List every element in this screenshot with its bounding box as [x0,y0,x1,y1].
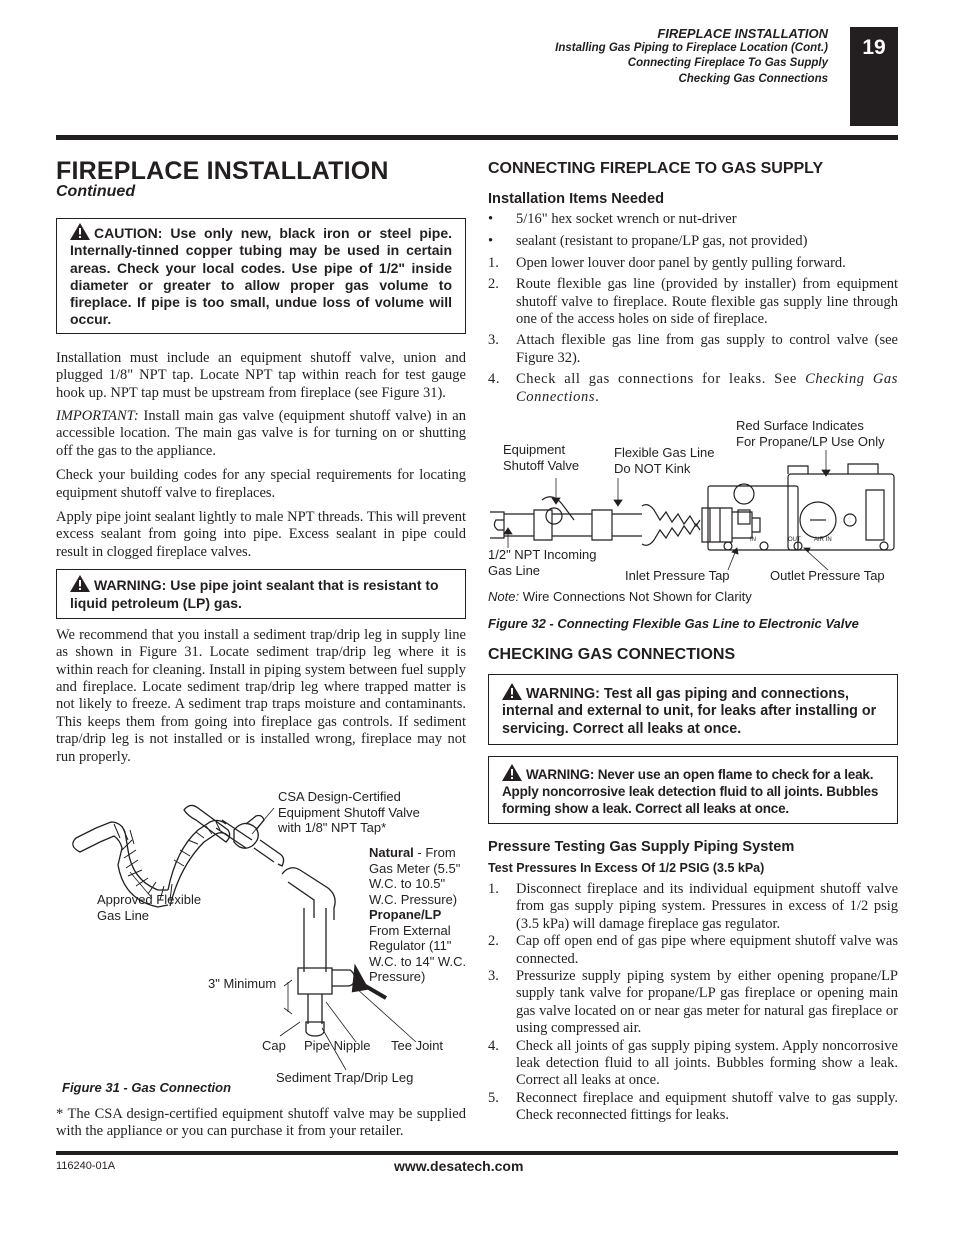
step-number: 3. [488,967,499,984]
step-number: 4. [488,371,501,388]
label-equipment-valve [503,442,579,473]
note-text: Wire Connections Not Shown for Clarity [519,589,752,604]
list-item [488,881,898,933]
label-propane: Propane/LP [369,907,442,922]
step-text: Reconnect fireplace and equipment shutoff valve to gas supply. Check reconnected fittings for leaks. [516,1089,898,1124]
label-nat-1: - From [413,845,456,860]
label-fl-2: Do NOT Kink [614,460,691,476]
label-red-2: For Propane/LP Use Only [736,433,885,449]
header-title: FIREPLACE INSTALLATION [657,26,828,41]
step-text: Check all joints of gas supply piping system. Apply noncorrosive leak detection fluid to all joints. Bubbles forming show a leak. Correct all leaks at once. [516,1037,898,1089]
paragraph-sediment-trap: We recommend that you install a sediment trap/drip leg in supply line as shown in Figure 31. Locate sediment trap/drip leg where it is within reach for cleaning. Install in piping system between fuel supply and fireplace. Locate sediment trap/drip leg where trapped matter is not likely to freeze. A sediment trap traps moisture and contaminants. This keeps them from going into fireplace gas controls. If sediment trap/drip leg is not installed or is installed wrong, fireplace may not run properly. [56,626,466,765]
label-gas-source [369,845,466,985]
label-pro-2: Regulator (11" [369,938,452,953]
label-red-surface [736,418,885,449]
warning-triangle-icon [70,223,90,240]
label-flex-1: Approved Flexible [97,892,202,907]
running-header [555,26,828,87]
step-number: 5. [488,1089,499,1106]
label-npt-1: 1/2" NPT Incoming [488,547,597,562]
step-number: 2. [488,933,499,950]
note-lead: Note: [488,589,520,604]
warning-test-box [488,674,898,745]
list-item: 4. Check all gas connections for leaks. See Checking Gas Connections. [488,371,899,405]
step-number: 2. [488,276,499,293]
paragraph-important [56,408,466,460]
label-3in-minimum: 3" Minimum [208,976,277,991]
list-item: • sealant (resistant to propane/LP gas, not provided) [488,233,808,250]
step-number: 3. [488,332,499,349]
header-line-2: Connecting Fireplace To Gas Supply [627,57,828,70]
footer-url[interactable]: www.desatech.com [394,1158,524,1174]
label-outlet-tap: Outlet Pressure Tap [770,568,885,583]
list-item [488,1038,898,1090]
label-nat-3: W.C. to 10.5" [369,876,446,891]
label-fl-1: Flexible Gas Line [614,445,715,460]
figure-32-caption: Figure 32 - Connecting Flexible Gas Line to Electronic Valve [488,616,859,631]
label-cap: Cap [262,1038,286,1053]
label-eq-2: Shutoff Valve [503,457,580,473]
label-flexible-gas-line [614,445,714,476]
left-column [56,157,466,766]
step-text: Open lower louver door panel by gently pulling forward. [516,254,846,271]
footer-rule [56,1151,898,1155]
label-npt-2: Gas Line [488,562,541,578]
item-text: 5/16" hex socket wrench or nut-driver [516,211,737,227]
label-note [488,589,752,605]
doc-code: 116240-01A [56,1160,116,1172]
label-flexible-line [97,892,201,923]
heading-test-pressures: Test Pressures In Excess Of 1/2 PSIG (3.5 kPa) [488,860,765,875]
items-list [488,211,898,251]
label-pipe-nipple: Pipe Nipple [304,1038,371,1053]
valve-label-air-in: AIR IN [814,537,832,543]
label-nat-4: W.C. Pressure) [369,891,458,907]
important-lead: IMPORTANT: [56,408,139,424]
label-csa-2: Equipment Shutoff Valve [278,804,420,820]
warning-triangle-icon [70,575,90,592]
label-eq-1: Equipment [503,442,566,457]
pressure-steps-list [488,881,898,1125]
step-reference: Checking Gas Connections [516,371,899,405]
label-nat-2: Gas Meter (5.5" [369,860,461,876]
step-text: Disconnect fireplace and its individual equipment shutoff valve from gas supply piping system. Pressures in excess of 1/2 psig (3.5 kPa) will damage fireplace gas regulator. [516,880,898,932]
list-item [488,255,898,272]
warning-sealant-text: WARNING: Use pipe joint sealant that is resistant to liquid petroleum (LP) gas. [70,577,439,611]
warning-triangle-icon [502,683,522,700]
header-line-1: Installing Gas Piping to Fireplace Location (Cont.) [555,42,828,54]
paragraph-building-codes: Check your building codes for any special requirements for locating equipment shutoff valve to fireplaces. [56,467,466,501]
label-pro-3: W.C. to 14" W.C. [369,953,467,969]
section-subtitle: Continued [56,183,136,200]
step-text: Check all gas connections for leaks. See [516,371,806,388]
important-text: Install main gas valve (equipment shutoff valve) in an accessible location. The main gas valve is for turning on or shutting off the gas to the appliance. [56,408,466,459]
label-pro-4: Pressure) [369,969,426,984]
section-title: FIREPLACE INSTALLATION [56,157,389,185]
list-item [488,276,898,328]
right-column-lower [488,646,898,1125]
valve-label-in: IN [750,537,756,543]
caution-text: CAUTION: Use only new, black iron or steel pipe. Internally-tinned copper tubing may be used in certain areas. Check your local codes. Use pipe of 1/2" inside diameter or greater to allow proper gas volume to fireplace. If pipe is too small, undue loss of volume will occur. [70,225,452,328]
list-item: • 5/16" hex socket wrench or nut-driver [488,211,737,227]
label-red-1: Red Surface Indicates [736,418,864,433]
label-csa-3: with 1/8" NPT Tap* [278,820,387,835]
label-csa-valve [278,789,420,836]
list-item [488,1090,898,1125]
label-inlet-tap: Inlet Pressure Tap [625,568,730,583]
heading-pressure-testing: Pressure Testing Gas Supply Piping System [488,838,795,855]
warning-flame-text: WARNING: Never use an open flame to check for a leak. Apply noncorrosive leak detection fluid to all joints. Bubbles forming show a leak. Correct all leaks at once. [502,766,879,816]
valve-label-out: OUT [788,537,801,543]
heading-items-needed: Installation Items Needed [488,191,664,207]
warning-triangle-icon [502,764,522,781]
list-item [488,933,898,968]
page-number: 19 [850,27,898,126]
paragraph-npt-tap: Installation must include an equipment shutoff valve, union and plugged 1/8" NPT tap. Locate NPT tap within reach for test gauge hook up. NPT tap must be upstream from fireplace (see Figure 31). [56,349,466,401]
list-item [488,332,898,367]
step-text: Cap off open end of gas pipe where equipment shutoff valve was connected. [516,933,898,967]
label-pro-1: From External [369,922,451,938]
label-tee-joint: Tee Joint [391,1038,444,1053]
list-item [488,968,898,1038]
label-sediment-trap: Sediment Trap/Drip Leg [276,1070,414,1085]
step-number: 1. [488,880,499,897]
header-line-3: Checking Gas Connections [678,72,828,85]
caution-box [56,218,466,334]
step-text: Attach flexible gas line from gas supply to control valve (see Figure 32). [516,332,898,366]
warning-flame-box [488,756,898,824]
label-flex-2: Gas Line [97,907,150,923]
label-npt-incoming [488,547,596,578]
label-csa-1: CSA Design-Certified [278,789,401,804]
footnote-csa: * The CSA design-certified equipment shutoff valve may be supplied with the appliance or you can purchase it from your retailer. [56,1106,466,1140]
step-number: 4. [488,1037,499,1054]
figure-31-caption: Figure 31 - Gas Connection [62,1080,232,1095]
step-text: Route flexible gas line (provided by installer) from equipment shutoff valve to fireplace. Route flexible gas supply line through one of the access holes on side of fireplace. [516,276,898,328]
header-rule [56,135,898,140]
right-column [488,160,898,406]
item-text: sealant (resistant to propane/LP gas, not provided) [516,233,808,250]
heading-checking: CHECKING GAS CONNECTIONS [488,646,736,663]
step-text: Pressurize supply piping system by either opening propane/LP supply tank valve for propane/LP gas fireplace or opening main gas valve located on or near gas meter for natural gas fireplace or using compressed air. [516,967,898,1037]
steps-list [488,255,898,406]
warning-sealant-box [56,569,466,619]
heading-connecting: CONNECTING FIREPLACE TO GAS SUPPLY [488,160,824,177]
warning-test-text: WARNING: Test all gas piping and connections, internal and external to unit, for leaks after installing or servicing. Correct all leaks at once. [502,686,877,737]
label-natural: Natural [369,845,414,860]
paragraph-sealant: Apply pipe joint sealant lightly to male NPT threads. This will prevent excess sealant from going into pipe. Excess sealant in pipe could result in clogged fireplace valves. [56,509,466,560]
step-number: 1. [488,254,499,271]
